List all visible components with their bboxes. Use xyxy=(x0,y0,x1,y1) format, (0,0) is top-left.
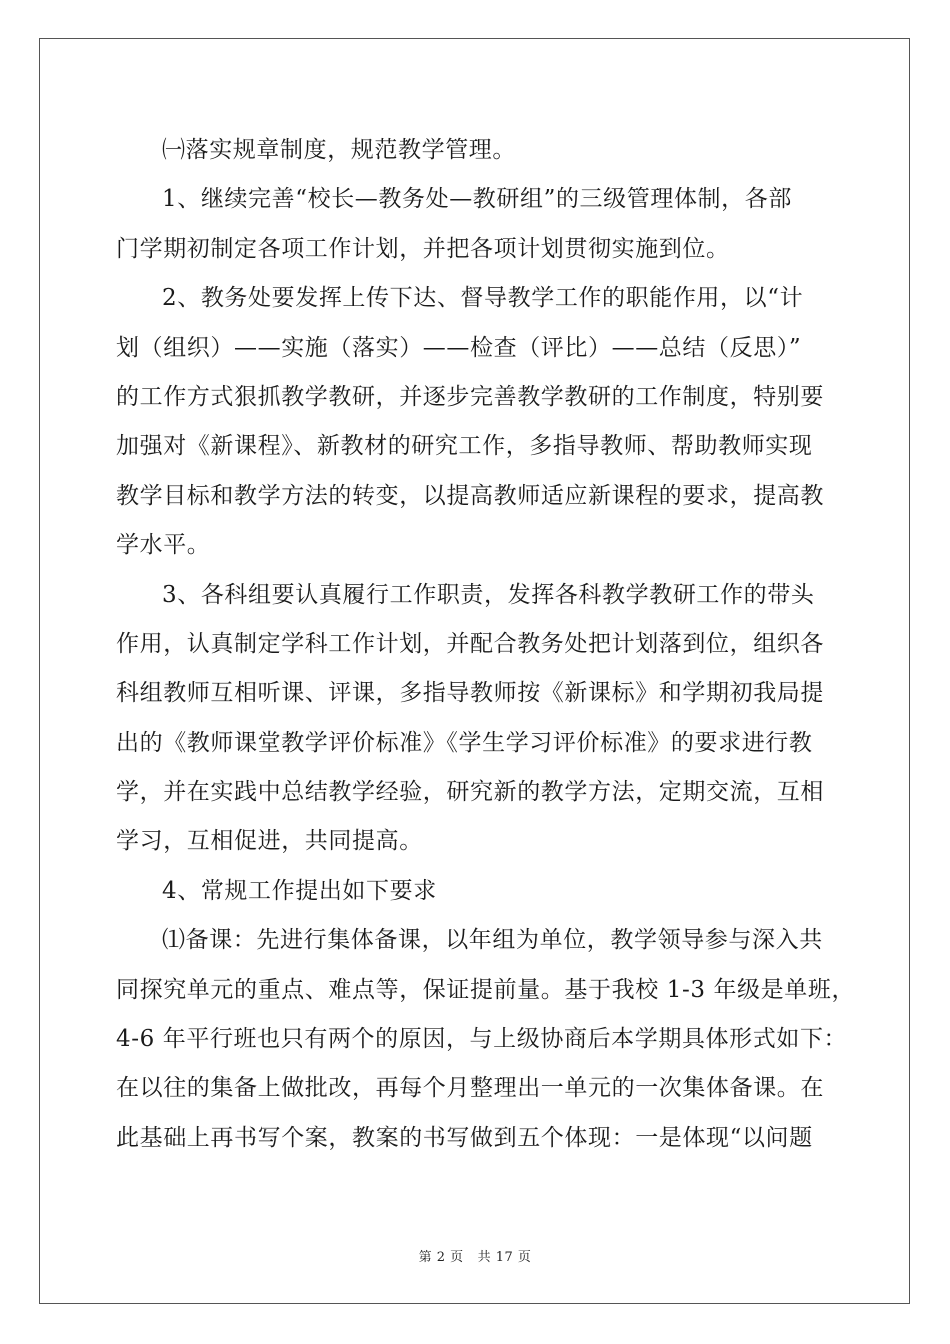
text-line: ㈠落实规章制度，规范教学管理。 xyxy=(162,137,516,163)
text-line: 加强对《新课程》、新教材的研究工作，多指导教师、帮助教师实现 xyxy=(116,433,813,460)
text-line: 作用，认真制定学科工作计划，并配合教务处把计划落到位，组织各 xyxy=(116,630,824,657)
text-line: 此基础上再书写个案，教案的书写做到五个体现：一是体现“以问题 xyxy=(116,1124,813,1151)
text-line: 4、常规工作提出如下要求 xyxy=(162,877,437,904)
text-line: 学习，互相促进，共同提高。 xyxy=(116,828,423,855)
text-line: 同探究单元的重点、难点等，保证提前量。基于我校 1-3 年级是单班， xyxy=(116,976,856,1003)
text-line: 门学期初制定各项工作计划，并把各项计划贯彻实施到位。 xyxy=(116,235,730,262)
document-body xyxy=(116,126,856,1163)
page-number: 第 2 页 xyxy=(418,1250,464,1265)
text-line: 2、教务处要发挥上传下达、督导教学工作的职能作用，以“计 xyxy=(162,285,804,312)
text-line: ⑴备课：先进行集体备课，以年组为单位，教学领导参与深入共 xyxy=(162,927,823,954)
text-line: 教学目标和教学方法的转变，以提高教师适应新课程的要求，提高教 xyxy=(116,482,824,509)
text-line: 3、各科组要认真履行工作职责，发挥各科教学教研工作的带头 xyxy=(162,581,815,608)
text-line: 科组教师互相听课、评课，多指导教师按《新课标》和学期初我局提 xyxy=(116,680,824,707)
text-line: 4-6 年平行班也只有两个的原因，与上级协商后本学期具体形式如下： xyxy=(116,1026,848,1053)
text-line: 出的《教师课堂教学评价标准》《学生学习评价标准》的要求进行教 xyxy=(116,729,813,756)
text-line: 学，并在实践中总结教学经验，研究新的教学方法，定期交流，互相 xyxy=(116,779,824,806)
page-footer xyxy=(0,1246,950,1265)
page-total: 共 17 页 xyxy=(477,1250,532,1265)
text-line: 在以往的集备上做批改，再每个月整理出一单元的一次集体备课。在 xyxy=(116,1075,824,1102)
text-line: 1、继续完善“校长—教务处—教研组”的三级管理体制，各部 xyxy=(162,186,792,213)
text-line: 的工作方式狠抓教学教研，并逐步完善教学教研的工作制度，特别要 xyxy=(116,383,824,410)
text-line: 划（组织）——实施（落实）——检查（评比）——总结（反思）” xyxy=(116,334,802,361)
text-line: 学水平。 xyxy=(116,532,211,559)
